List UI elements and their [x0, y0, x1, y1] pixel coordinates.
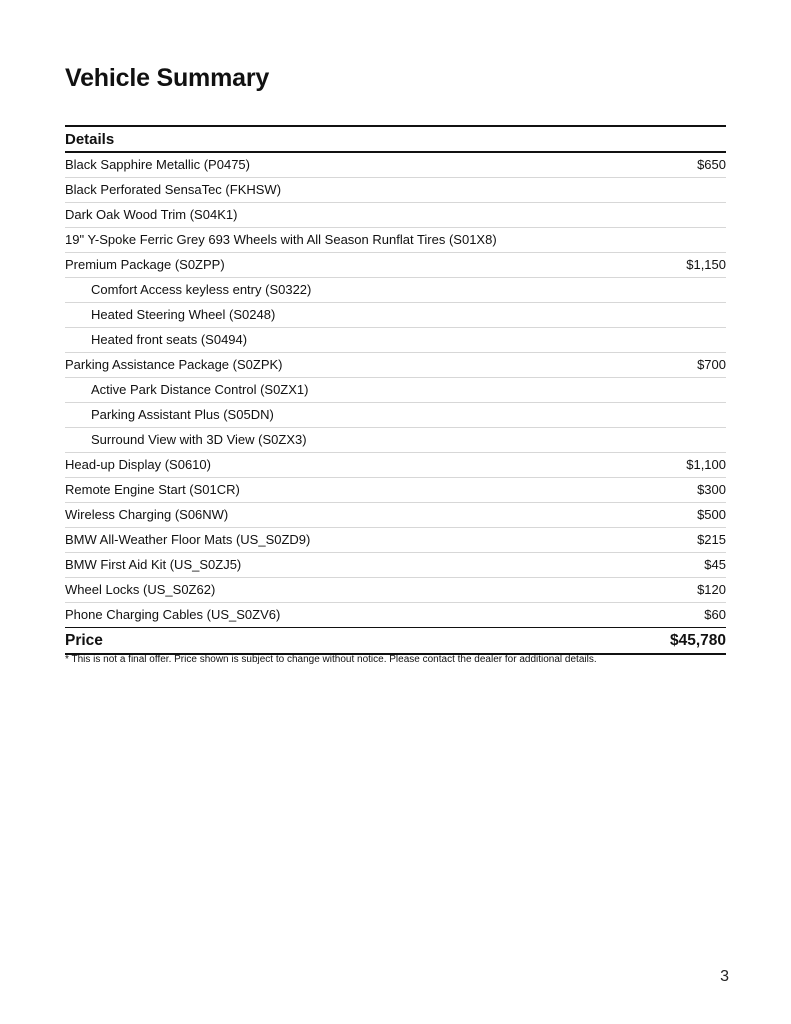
table-subrow: [65, 403, 726, 428]
table-subrow: [65, 428, 726, 453]
item-price: $120: [616, 578, 726, 603]
table-subrow: [65, 328, 726, 353]
table-row: [65, 152, 726, 178]
item-label: Parking Assistance Package (S0ZPK): [65, 353, 616, 378]
table-row: [65, 453, 726, 478]
page-title: Vehicle Summary: [65, 64, 270, 92]
table-row: [65, 203, 726, 228]
table-row: [65, 528, 726, 553]
item-price: [616, 428, 726, 453]
item-price: $300: [616, 478, 726, 503]
item-label: Black Sapphire Metallic (P0475): [65, 152, 616, 178]
item-price: $500: [616, 503, 726, 528]
item-price: [616, 303, 726, 328]
table-row: [65, 178, 726, 203]
details-header: Details: [65, 126, 726, 152]
page-number: 3: [720, 968, 729, 985]
item-label: Heated Steering Wheel (S0248): [65, 303, 616, 328]
item-label: Wheel Locks (US_S0Z62): [65, 578, 616, 603]
item-label: Heated front seats (S0494): [65, 328, 616, 353]
vehicle-summary-table: [65, 125, 726, 655]
total-value: $45,780: [616, 628, 726, 655]
item-label: 19" Y-Spoke Ferric Grey 693 Wheels with All Season Runflat Tires (S01X8): [65, 228, 616, 253]
item-price: $215: [616, 528, 726, 553]
table-row: [65, 578, 726, 603]
item-label: Parking Assistant Plus (S05DN): [65, 403, 616, 428]
table-row: [65, 478, 726, 503]
item-label: Surround View with 3D View (S0ZX3): [65, 428, 616, 453]
item-label: Head-up Display (S0610): [65, 453, 616, 478]
item-label: Premium Package (S0ZPP): [65, 253, 616, 278]
table-row: [65, 353, 726, 378]
total-row: [65, 628, 726, 655]
item-price: [616, 328, 726, 353]
item-label: Remote Engine Start (S01CR): [65, 478, 616, 503]
item-label: Wireless Charging (S06NW): [65, 503, 616, 528]
item-price: $1,150: [616, 253, 726, 278]
item-price: [616, 378, 726, 403]
table-row: [65, 503, 726, 528]
item-price: $45: [616, 553, 726, 578]
item-label: Black Perforated SensaTec (FKHSW): [65, 178, 616, 203]
table-subrow: [65, 378, 726, 403]
item-price: [616, 203, 726, 228]
table-subrow: [65, 278, 726, 303]
total-label: Price: [65, 628, 616, 655]
table-body: [65, 152, 726, 628]
item-price: [616, 178, 726, 203]
item-price: $650: [616, 152, 726, 178]
table-row: [65, 253, 726, 278]
item-price: $60: [616, 603, 726, 628]
item-label: Comfort Access keyless entry (S0322): [65, 278, 616, 303]
item-label: Active Park Distance Control (S0ZX1): [65, 378, 616, 403]
item-price: [616, 228, 726, 253]
table-row: [65, 603, 726, 628]
item-price: $1,100: [616, 453, 726, 478]
item-price: [616, 278, 726, 303]
item-label: BMW All-Weather Floor Mats (US_S0ZD9): [65, 528, 616, 553]
table-row: [65, 228, 726, 253]
item-label: Phone Charging Cables (US_S0ZV6): [65, 603, 616, 628]
item-price: [616, 403, 726, 428]
item-label: Dark Oak Wood Trim (S04K1): [65, 203, 616, 228]
disclaimer: * This is not a final offer. Price shown is subject to change without notice. Please contact the dealer for additional details.: [65, 654, 597, 665]
table-row: [65, 553, 726, 578]
table-header-row: [65, 126, 726, 152]
item-label: BMW First Aid Kit (US_S0ZJ5): [65, 553, 616, 578]
table-subrow: [65, 303, 726, 328]
item-price: $700: [616, 353, 726, 378]
